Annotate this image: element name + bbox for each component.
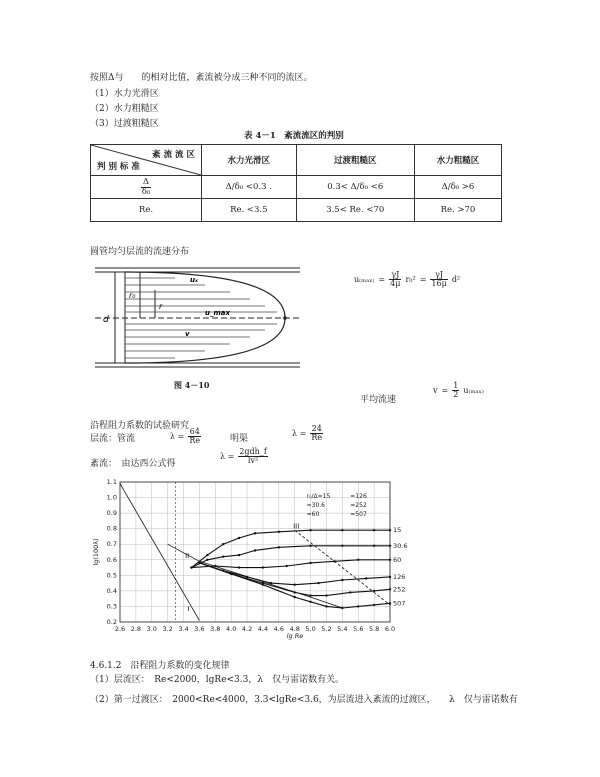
data-point (222, 555, 224, 557)
data-point (341, 545, 343, 547)
table-header-rough: 水力粗糙区 (414, 145, 501, 176)
darcy-frac (238, 448, 267, 465)
x-tick-label: 3.2 (162, 625, 173, 633)
x-tick-label: 3.0 (146, 625, 157, 633)
series-line-II (168, 544, 343, 608)
y-tick-label: 0.9 (106, 509, 117, 518)
y-tick-label: 0.7 (106, 540, 117, 549)
lam1-frac (188, 428, 201, 445)
darcy-formula (220, 448, 268, 465)
flow-region-table (90, 144, 502, 222)
x-tick-label: 6.0 (384, 625, 396, 633)
data-point (389, 576, 391, 578)
data-point (325, 605, 327, 607)
corner-top-label: 紊 流 流 区 (152, 150, 195, 160)
frac1-num: γJ (389, 271, 401, 280)
mean-velocity-formula (433, 382, 484, 399)
label-r: r (159, 302, 163, 311)
darcy-num: 2gdh_f (239, 447, 267, 456)
data-point (238, 554, 240, 556)
data-point (254, 532, 256, 534)
data-point (309, 529, 311, 531)
lambda-symbol: λ = (292, 429, 307, 438)
lam1-num: 64 (189, 427, 200, 436)
legend-entry: =126 (350, 493, 367, 500)
frac2-num: γJ (430, 271, 447, 280)
series-line-60 (192, 560, 391, 568)
mean-num: 1 (453, 381, 459, 390)
table-cell: Δ/δ₀ >6 (414, 176, 501, 199)
data-point (373, 545, 375, 547)
x-tick-label: 5.0 (305, 625, 316, 633)
data-point (349, 591, 351, 593)
umax-tail: d² (451, 275, 461, 284)
region-label: III (293, 522, 300, 531)
darcy-den: lv² (247, 456, 259, 465)
open-channel-label: 明渠 (230, 434, 249, 444)
mean-den: 2 (453, 390, 459, 399)
laminar-label: 层流：管流 (90, 434, 136, 444)
lambda-symbol: λ = (220, 452, 235, 461)
series-line-15 (192, 530, 391, 567)
x-tick-label: 5.8 (368, 625, 380, 633)
data-point (206, 554, 208, 556)
data-point (222, 543, 224, 545)
x-tick-label: 5.6 (353, 625, 364, 633)
x-tick-label: 2.6 (114, 625, 126, 633)
x-tick-label: 4.2 (241, 625, 253, 633)
curve-end-label: 15 (393, 526, 402, 535)
data-point (389, 602, 391, 604)
legend-entry: =252 (350, 502, 367, 509)
umax-lhs: u₍ₘₐₓ₎ (354, 275, 375, 284)
intro-item-3: （3）过渡粗糙区 (90, 119, 159, 129)
open-channel-formula (292, 425, 323, 442)
lam1-den: Re (189, 436, 201, 445)
data-point (238, 537, 240, 539)
legend-entry: r₀/Δ=15 (306, 493, 331, 500)
y-tick-label: 0.6 (106, 555, 117, 564)
curve-end-label: 60 (393, 555, 402, 564)
equals-sign: = (378, 275, 386, 284)
data-point (389, 588, 391, 590)
law-item-1: （1）层流区： Re<2000，lgRe<3.3，λ 仅与雷诺数有关。 (90, 675, 345, 685)
table-cell: Re. >70 (414, 199, 501, 222)
data-point (206, 559, 208, 561)
delta-ratio (141, 178, 152, 196)
x-tick-label: 4.8 (289, 625, 300, 633)
table-header-transition: 过渡粗糙区 (296, 145, 414, 176)
y-tick-label: 0.2 (106, 618, 117, 626)
data-point (389, 529, 391, 531)
data-point (254, 549, 256, 551)
mean-frac (452, 382, 459, 399)
turbulent-label: 紊流： 由达西公式得 (90, 459, 176, 469)
data-point (389, 559, 391, 561)
lam2-frac (310, 425, 323, 442)
nikuradse-chart (90, 474, 410, 646)
lam2-num: 24 (311, 424, 322, 433)
umax-frac2 (430, 271, 447, 288)
data-point (373, 529, 375, 531)
data-point (341, 579, 343, 581)
data-point (357, 559, 359, 561)
label-v: v (185, 330, 190, 338)
curve-end-label: 30.6 (393, 541, 408, 550)
data-point (262, 566, 264, 568)
data-point (190, 566, 192, 568)
label-d: d (103, 315, 109, 325)
data-point (309, 562, 311, 564)
table-cell: Re. <3.5 (202, 199, 297, 222)
table-cell: 0.3< Δ/δ₀ <6 (296, 176, 414, 199)
y-axis-label: lg(100λ) (92, 538, 100, 566)
data-point (309, 545, 311, 547)
data-point (278, 546, 280, 548)
table-corner-cell (91, 145, 202, 176)
frac1-den: 4μ (390, 279, 401, 288)
data-point (294, 596, 296, 598)
intro-item-2: （2）水力粗糙区 (90, 104, 159, 114)
x-tick-label: 4.0 (226, 625, 237, 633)
table-row1-label (91, 176, 202, 199)
x-tick-label: 3.6 (194, 625, 205, 633)
data-point (373, 604, 375, 606)
data-point (294, 583, 296, 585)
y-tick-label: 1.1 (106, 478, 117, 486)
lambda-symbol: λ = (170, 432, 185, 441)
intro-item-1: （1）水力光滑区 (90, 89, 159, 99)
data-point (309, 594, 311, 596)
x-tick-label: 4.4 (257, 625, 269, 633)
table-cell: 3.5< Re. <70 (296, 199, 414, 222)
region-label: II (185, 552, 190, 561)
series-line-30.6 (192, 546, 391, 568)
table-header-smooth: 水力光滑区 (202, 145, 297, 176)
pipe-heading: 圆管均匀层流的流速分布 (90, 247, 190, 257)
data-point (317, 582, 319, 584)
lam2-den: Re (311, 433, 323, 442)
data-point (230, 573, 232, 575)
data-point (341, 529, 343, 531)
law-heading: 4.6.1.2 沿程阻力系数的变化规律 (90, 661, 230, 671)
umax-frac1 (389, 271, 401, 288)
legend-entry: =30.6 (306, 502, 326, 509)
x-tick-label: 5.4 (337, 625, 348, 633)
x-tick-label: 2.8 (130, 625, 142, 633)
data-point (365, 577, 367, 579)
data-point (389, 545, 391, 547)
laminar-pipe-formula (170, 428, 201, 445)
curve-end-label: 252 (393, 585, 406, 594)
legend-entry: =60 (306, 511, 320, 518)
delta-den: δ₀ (141, 186, 151, 197)
label-r0: r₀ (129, 291, 136, 300)
data-point (262, 583, 264, 585)
equals-sign: = (419, 275, 427, 284)
data-point (309, 601, 311, 603)
table-caption: 表 4－1 紊流流区的判别 (244, 131, 344, 141)
data-point (286, 565, 288, 567)
mean-tail: u₍ₘₐₓ₎ (463, 386, 484, 395)
data-point (198, 562, 200, 564)
label-ux: uₓ (190, 276, 198, 284)
data-point (357, 605, 359, 607)
data-point (373, 590, 375, 592)
y-tick-label: 0.4 (106, 586, 117, 595)
resistance-heading: 沿程阻力系数的试验研究 (90, 421, 190, 431)
x-tick-label: 4.6 (273, 625, 284, 633)
curve-end-label: 507 (393, 599, 406, 608)
table-cell: Δ/δ₀ <0.3 . (202, 176, 297, 199)
x-axis-label: lg Re (286, 632, 304, 640)
x-tick-label: 3.4 (178, 625, 189, 633)
data-point (325, 594, 327, 596)
y-tick-label: 0.5 (106, 571, 117, 580)
legend-entry: =507 (350, 511, 367, 518)
law-item-2: （2）第一过渡区： 2000<Re<4000，3.3<lgRe<3.6，为层流进入紊流的过渡区， λ 仅与雷诺数有 (90, 695, 518, 705)
mean-velocity-label: 平均流速 (360, 395, 397, 405)
y-tick-label: 0.8 (106, 524, 117, 533)
umax-formula (354, 271, 460, 288)
table-row2-label: Re. (91, 199, 202, 222)
y-tick-label: 0.3 (106, 602, 117, 611)
data-point (278, 531, 280, 533)
equals-sign: = (441, 386, 449, 395)
region-label: I (187, 605, 190, 614)
mean-lhs: v (433, 386, 438, 395)
frac2-den: 16μ (431, 279, 447, 288)
data-point (238, 566, 240, 568)
intro-text: 按照Δ与 的相对比值，紊流被分成三种不同的流区。 (90, 73, 313, 83)
figure-caption: 图 4－10 (174, 380, 210, 390)
umax-mid: r₀² (405, 275, 416, 284)
curve-end-label: 126 (393, 572, 406, 581)
x-tick-label: 3.8 (210, 625, 221, 633)
x-tick-label: 5.2 (321, 625, 332, 633)
y-tick-label: 1.0 (106, 493, 117, 502)
pipe-flow-diagram (95, 262, 305, 374)
delta-num: Δ (141, 178, 152, 188)
corner-bottom-label: 判 别 标 准 (97, 162, 140, 172)
max-velocity-point (283, 316, 287, 320)
label-umax: u_max (205, 309, 231, 317)
